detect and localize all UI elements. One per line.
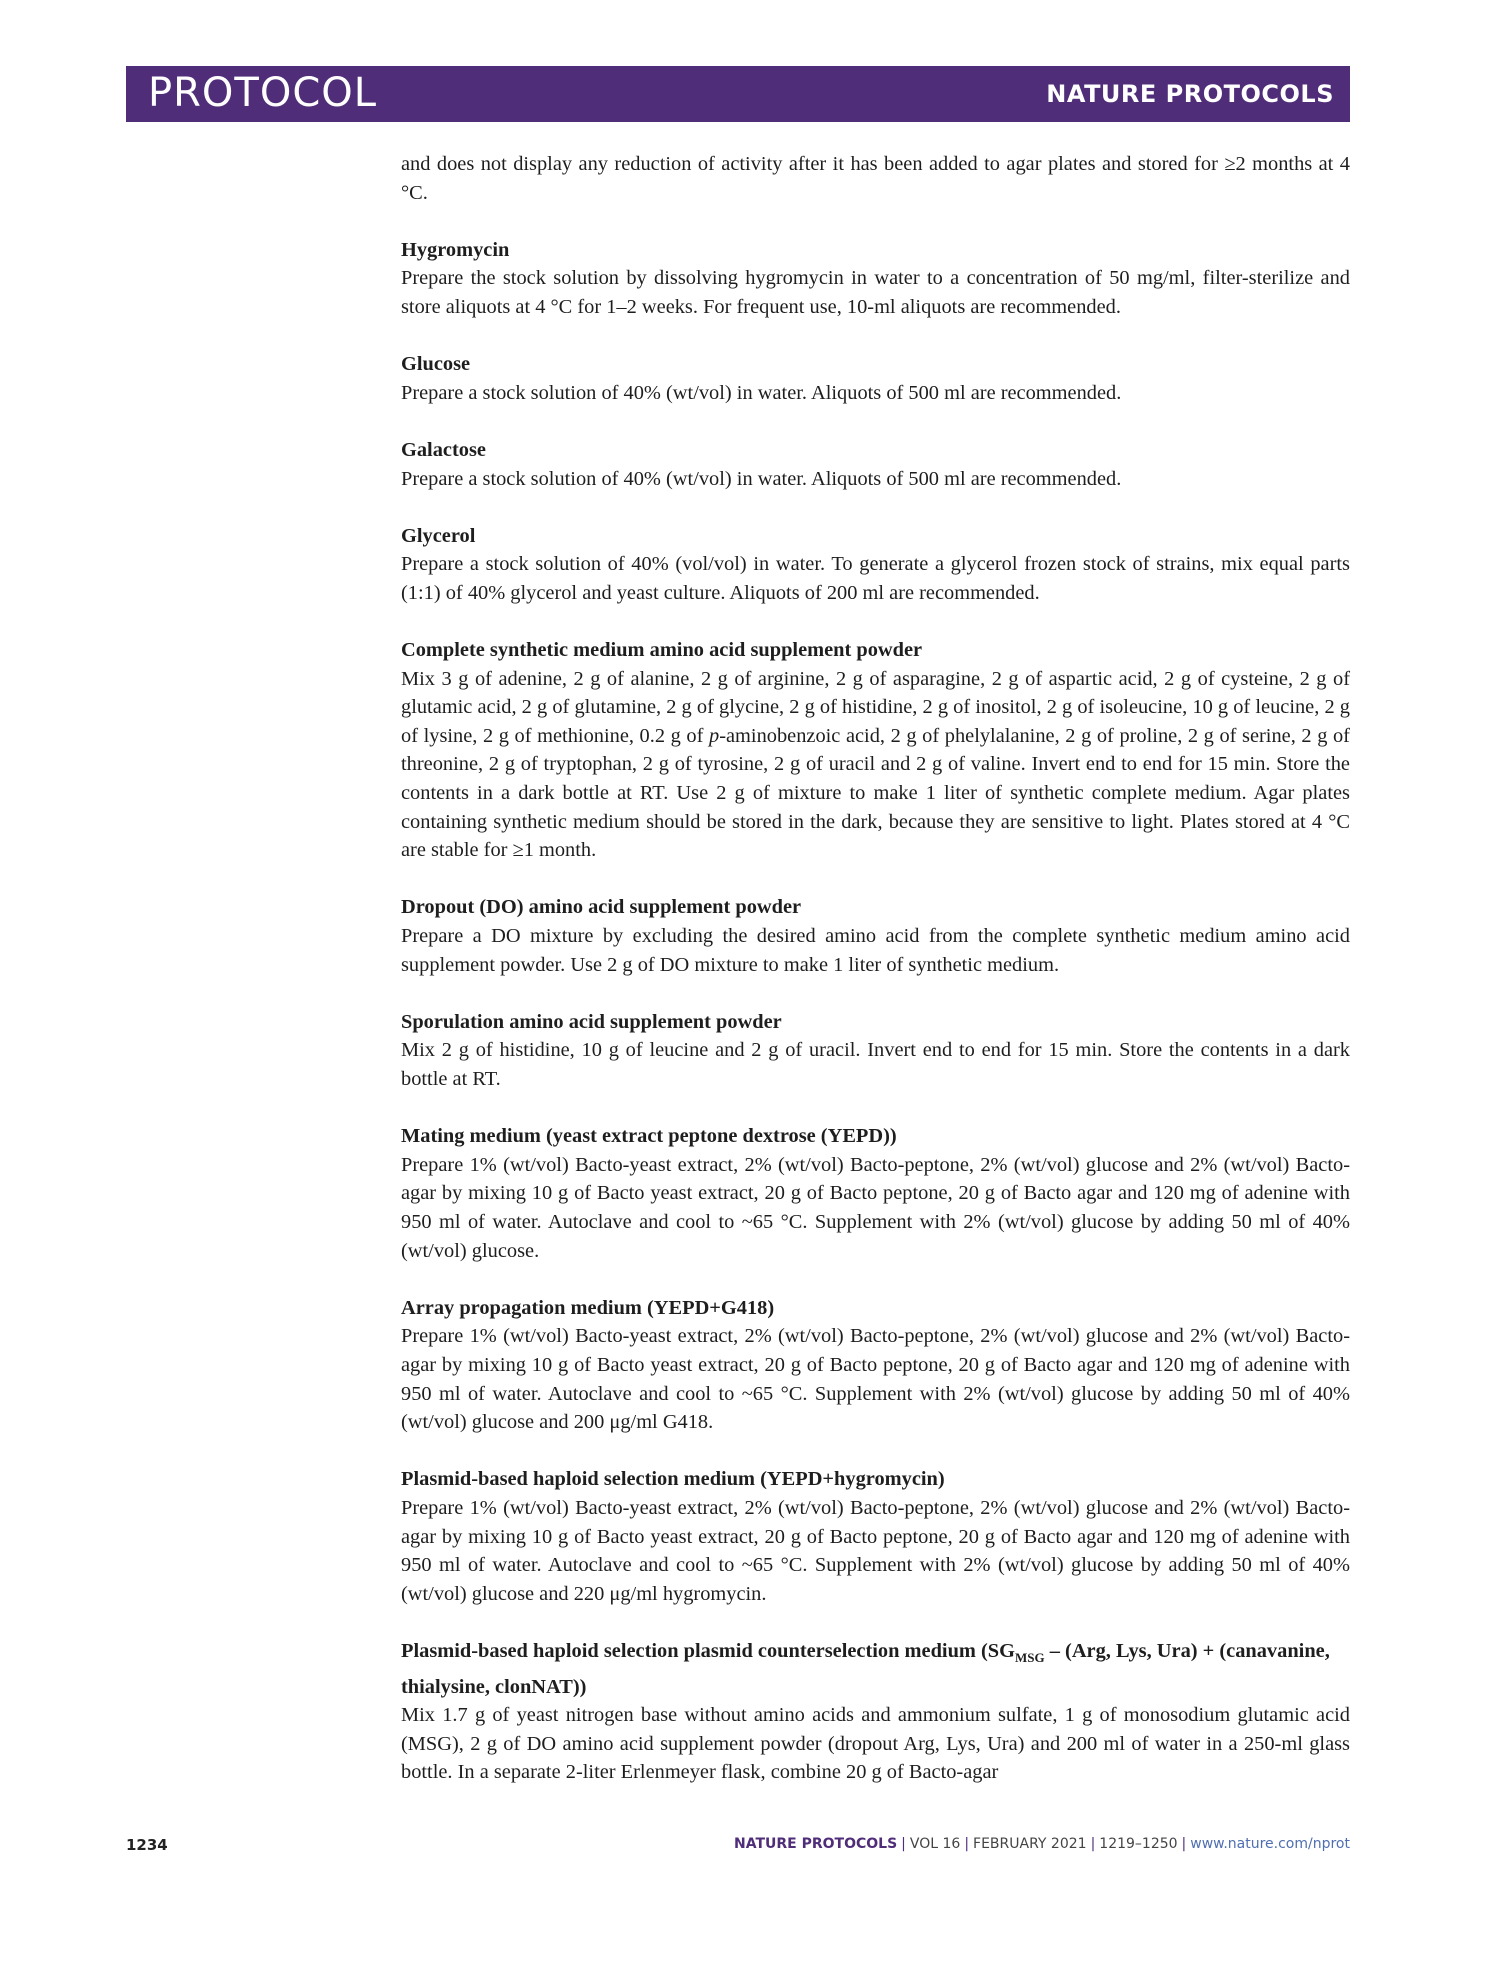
footer-volume: VOL 16: [909, 1836, 961, 1852]
title-part: – (Arg, Lys, Ura) + (canavanine, thialysine, clonNAT)): [401, 1639, 1330, 1698]
section-glucose: [401, 350, 1350, 407]
section-body: Prepare 1% (wt/vol) Bacto-yeast extract, 2% (wt/vol) Bacto-peptone, 2% (wt/vol) glucose and 2% (wt/vol) Bacto-agar by mixing 10 g of Bacto yeast extract, 20 g of Bacto peptone, 20 g of Bacto agar and 120 mg of adenine with 950 ml of water. Autoclave and cool to ~65 °C. Supplement with 2% (wt/vol) glucose by adding 50 ml of 40% (wt/vol) glucose and 220 μg/ml hygromycin.: [401, 1496, 1350, 1605]
section-body: Mix 1.7 g of yeast nitrogen base without amino acids and ammonium sulfate, 1 g of monosodium glutamic acid (MSG), 2 g of DO amino acid supplement powder (dropout Arg, Lys, Ura) and 200 ml of water in a 250-ml glass bottle. In a separate 2-liter Erlenmeyer flask, combine 20 g of Bacto-agar: [401, 1704, 1350, 1784]
section-body: Prepare a stock solution of 40% (wt/vol) in water. Aliquots of 500 ml are recommended.: [401, 381, 1122, 404]
section-body: Prepare 1% (wt/vol) Bacto-yeast extract, 2% (wt/vol) Bacto-peptone, 2% (wt/vol) glucose and 2% (wt/vol) Bacto-agar by mixing 10 g of Bacto yeast extract, 20 g of Bacto peptone, 20 g of Bacto agar and 120 mg of adenine with 950 ml of water. Autoclave and cool to ~65 °C. Supplement with 2% (wt/vol) glucose by adding 50 ml of 40% (wt/vol) glucose.: [401, 1153, 1350, 1262]
section-mating-medium: [401, 1122, 1350, 1265]
section-body: Prepare a DO mixture by excluding the desired amino acid from the complete synthetic medium amino acid supplement powder. Use 2 g of DO mixture to make 1 liter of synthetic medium.: [401, 925, 1350, 976]
intro-paragraph: and does not display any reduction of activity after it has been added to agar plates and stored for ≥2 months at 4 °C.: [401, 153, 1350, 204]
section-body: [401, 665, 1350, 865]
section-dropout-powder: [401, 893, 1350, 979]
section-body: Prepare 1% (wt/vol) Bacto-yeast extract, 2% (wt/vol) Bacto-peptone, 2% (wt/vol) glucose and 2% (wt/vol) Bacto-agar by mixing 10 g of Bacto yeast extract, 20 g of Bacto peptone, 20 g of Bacto agar and 120 mg of adenine with 950 ml of water. Autoclave and cool to ~65 °C. Supplement with 2% (wt/vol) glucose by adding 50 ml of 40% (wt/vol) glucose and 200 μg/ml G418.: [401, 1325, 1350, 1434]
section-glycerol: [401, 522, 1350, 608]
title-subscript: MSG: [1015, 1649, 1045, 1665]
italic-prefix: p: [709, 724, 720, 747]
section-title: Hygromycin: [401, 238, 510, 261]
section-body: Prepare a stock solution of 40% (wt/vol) in water. Aliquots of 500 ml are recommended.: [401, 467, 1122, 490]
section-haploid-selection-medium: [401, 1465, 1350, 1608]
footer-url[interactable]: www.nature.com/nprot: [1190, 1836, 1350, 1852]
page-header: [126, 66, 1350, 122]
section-hygromycin: [401, 236, 1350, 322]
section-counterselection-medium: [401, 1637, 1350, 1787]
section-title: Array propagation medium (YEPD+G418): [401, 1296, 775, 1319]
section-title: Glycerol: [401, 524, 476, 547]
title-part: Plasmid-based haploid selection plasmid counterselection medium (SG: [401, 1639, 1016, 1662]
section-title: Plasmid-based haploid selection medium (YEPD+hygromycin): [401, 1468, 945, 1491]
section-label: PROTOCOL: [148, 70, 378, 116]
footer-pages: 1219–1250: [1099, 1836, 1178, 1852]
main-content: [401, 150, 1350, 1787]
body-part: Mix 3 g of adenine, 2 g of alanine, 2 g of arginine, 2 g of asparagine, 2 g of aspartic acid, 2 g of cysteine, 2 g of glutamic acid, 2 g of glutamine, 2 g of glycine, 2 g of histidine, 2 g of inositol, 2 g of isoleucine, 10 g of leucine, 2 g of lysine, 2 g of methionine, 0.2 g of: [401, 667, 1350, 747]
section-title: Sporulation amino acid supplement powder: [401, 1010, 782, 1033]
section-title: Galactose: [401, 438, 486, 461]
footer-date: FEBRUARY 2021: [973, 1836, 1087, 1852]
section-array-propagation-medium: [401, 1294, 1350, 1437]
journal-name: NATURE PROTOCOLS: [1046, 80, 1334, 108]
footer-journal: NATURE PROTOCOLS: [733, 1836, 898, 1852]
page-number: 1234: [126, 1836, 168, 1854]
section-body: Mix 2 g of histidine, 10 g of leucine and 2 g of uracil. Invert end to end for 15 min. Store the contents in a dark bottle at RT.: [401, 1039, 1350, 1090]
section-body: Prepare a stock solution of 40% (vol/vol) in water. To generate a glycerol frozen stock of strains, mix equal parts (1:1) of 40% glycerol and yeast culture. Aliquots of 200 ml are recommended.: [401, 553, 1350, 604]
body-part: -aminobenzoic acid, 2 g of phelylalanine, 2 g of proline, 2 g of serine, 2 g of threonine, 2 g of tryptophan, 2 g of tyrosine, 2 g of uracil and 2 g of valine. Invert end to end for 15 min. Store the contents in a dark bottle at RT. Use 2 g of mixture to make 1 liter of synthetic complete medium. Agar plates containing synthetic medium should be stored in the dark, because they are sensitive to light. Plates stored at 4 °C are stable for ≥1 month.: [401, 724, 1350, 862]
section-body: Prepare the stock solution by dissolving hygromycin in water to a concentration of 50 mg/ml, filter-sterilize and store aliquots at 4 °C for 1–2 weeks. For frequent use, 10-ml aliquots are recommended.: [401, 267, 1350, 318]
section-galactose: [401, 436, 1350, 493]
section-title: Dropout (DO) amino acid supplement powder: [401, 896, 802, 919]
section-complete-synthetic-medium: [401, 636, 1350, 865]
section-title: Mating medium (yeast extract peptone dextrose (YEPD)): [401, 1125, 897, 1148]
section-sporulation-powder: [401, 1008, 1350, 1094]
section-title: Glucose: [401, 353, 471, 376]
section-title: Complete synthetic medium amino acid supplement powder: [401, 639, 923, 662]
footer-citation: NATURE PROTOCOLS | VOL 16 | FEBRUARY 2021 | 1219–1250 | www.nature.com/nprot: [733, 1836, 1350, 1852]
section-title: [401, 1637, 1350, 1701]
